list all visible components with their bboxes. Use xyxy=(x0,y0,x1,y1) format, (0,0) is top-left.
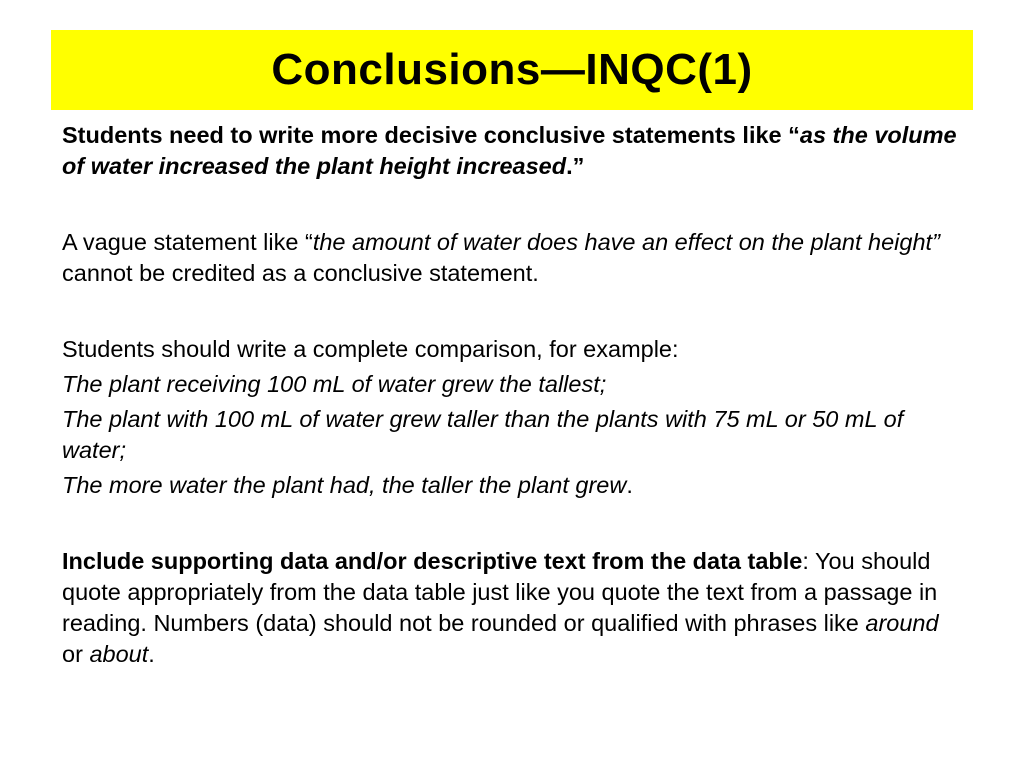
decisive-statement-paragraph xyxy=(62,120,962,182)
supporting-data-body: You should quote appropriately from the data table just like you quote the text from a passage in reading. Numbers (data) should not be rounded or qualified with phrases like xyxy=(62,548,938,636)
comparison-example-1: The plant receiving 100 mL of water grew the tallest; xyxy=(62,371,607,397)
comparison-example-3-line xyxy=(62,470,962,501)
slide-title: Conclusions—INQC(1) xyxy=(271,45,753,94)
comparison-example-2: The plant with 100 mL of water grew taller than the plants with 75 mL or 50 mL of water; xyxy=(62,406,904,463)
supporting-data-end: . xyxy=(148,641,155,667)
vague-statement-lead: A vague statement like “ xyxy=(62,229,313,255)
comparison-example-3: The more water the plant had, the taller the plant grew xyxy=(62,472,627,498)
paragraph-spacer xyxy=(62,289,962,334)
vague-statement-example: the amount of water does have an effect on the plant height” xyxy=(312,229,940,255)
comparison-example-3-period: . xyxy=(626,472,633,498)
comparison-intro: Students should write a complete comparison, for example: xyxy=(62,336,679,362)
supporting-data-heading: Include supporting data and/or descriptive text from the data table xyxy=(62,548,803,574)
vague-statement-paragraph xyxy=(62,227,962,289)
decisive-statement-example: as the volume of water increased the plant height increased xyxy=(62,122,957,179)
paragraph-spacer xyxy=(62,501,962,546)
vague-statement-tail: cannot be credited as a conclusive statement. xyxy=(62,260,539,286)
slide-body xyxy=(62,120,962,670)
decisive-statement-tail: .” xyxy=(566,153,585,179)
qualifier-connector: or xyxy=(62,641,90,667)
paragraph-spacer xyxy=(62,182,962,227)
supporting-data-colon: : xyxy=(802,548,809,574)
decisive-statement-lead: Students need to write more decisive conclusive statements like “ xyxy=(62,122,800,148)
qualifier-word-about: about xyxy=(89,641,149,667)
qualifier-word-around: around xyxy=(865,610,939,636)
title-banner xyxy=(51,30,973,110)
supporting-data-paragraph xyxy=(62,546,962,670)
